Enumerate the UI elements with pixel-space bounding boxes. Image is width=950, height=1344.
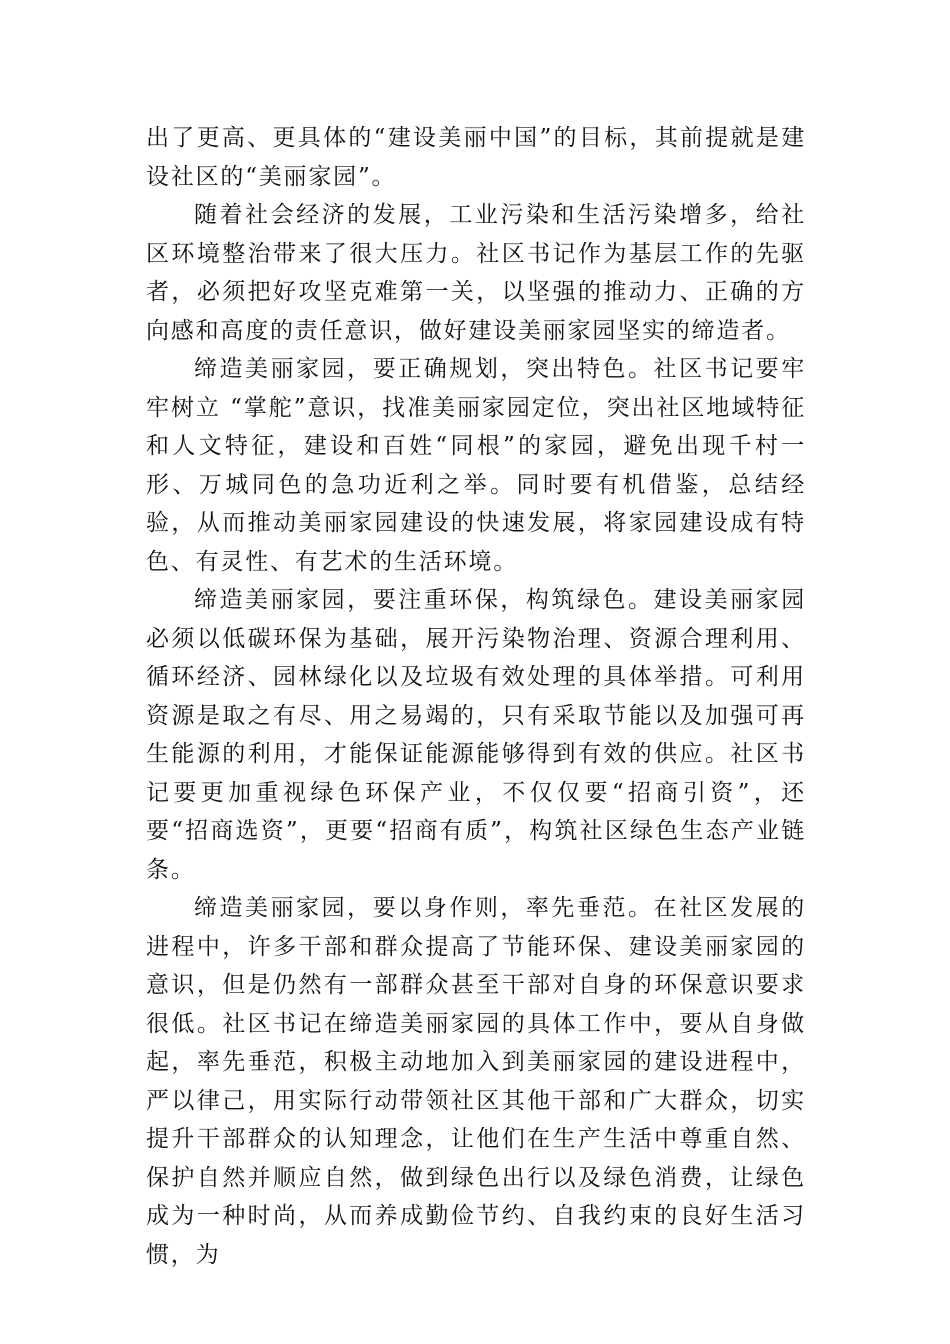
document-page (146, 119, 806, 1274)
paragraph-continuation: 出了更高、更具体的“建设美丽中国”的目标，其前提就是建设社区的“美丽家园”。 (146, 125, 806, 190)
paragraph-green: 缔造美丽家园，要注重环保，构筑绿色。建设美丽家园必须以低碳环保为基础，展开污染物治理、资源合理利用、循环经济、园林绿化以及垃圾有效处理的具体举措。可利用资源是取之有尽、用之易竭的，只有采取节能以及加强可再生能源的利用，才能保证能源能够得到有效的供应。社区书记要更加重视绿色环保产业，不仅仅要“招商引资”，还要“招商选资”，更要“招商有质”，构筑社区绿色生态产业链条。 (146, 587, 806, 883)
paragraph-planning: 缔造美丽家园，要正确规划，突出特色。社区书记要牢牢树立 “掌舵”意识，找准美丽家园定位，突出社区地域特征和人文特征，建设和百姓“同根”的家园，避免出现千村一形、万城同色的急功近利之举。同时要有机借鉴，总结经验，从而推动美丽家园建设的快速发展，将家园建设成有特色、有灵性、有艺术的生活环境。 (146, 356, 806, 575)
paragraph-pressure: 随着社会经济的发展，工业污染和生活污染增多，给社区环境整治带来了很大压力。社区书记作为基层工作的先驱者，必须把好攻坚克难第一关，以坚强的推动力、正确的方向感和高度的责任意识，做好建设美丽家园坚实的缔造者。 (146, 202, 806, 344)
paragraph-example: 缔造美丽家园，要以身作则，率先垂范。在社区发展的进程中，许多干部和群众提高了节能环保、建设美丽家园的意识，但是仍然有一部群众甚至干部对自身的环保意识要求很低。社区书记在缔造美丽家园的具体工作中，要从自身做起，率先垂范，积极主动地加入到美丽家园的建设进程中，严以律己，用实际行动带领社区其他干部和广大群众，切实提升干部群众的认知理念，让他们在生产生活中尊重自然、保护自然并顺应自然，做到绿色出行以及绿色消费，让绿色成为一种时尚，从而养成勤俭节约、自我约束的良好生活习惯，为 (146, 895, 806, 1268)
